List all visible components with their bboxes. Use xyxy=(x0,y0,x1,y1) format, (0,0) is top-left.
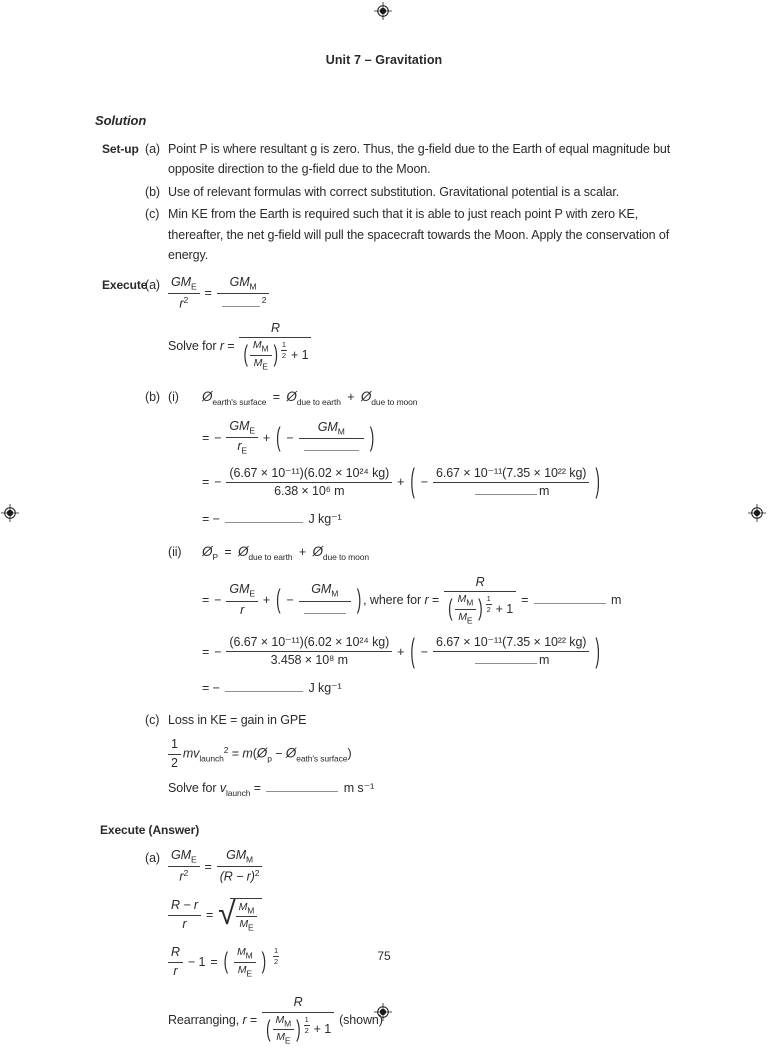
eq-answer-ratio-sqrt xyxy=(168,894,710,933)
sub-M: M xyxy=(337,426,345,437)
sub-M: M xyxy=(247,905,255,915)
var-M: M xyxy=(237,963,247,976)
page-content xyxy=(95,111,710,1057)
sub-E: E xyxy=(190,281,197,291)
sub-E: E xyxy=(190,854,197,865)
plus-sign: + xyxy=(262,430,271,445)
eq-potential-numeric-surface xyxy=(202,462,710,500)
eq-answer-field-equality xyxy=(168,848,710,885)
minus-sign: − xyxy=(420,475,428,490)
var-R: R xyxy=(171,944,180,959)
eq-kinetic-energy xyxy=(168,737,710,771)
phi-symbol: Ø xyxy=(360,388,372,404)
sub-due-to-earth: due to earth xyxy=(248,552,293,563)
phi-symbol: Ø xyxy=(285,745,297,761)
equals-sign: = xyxy=(202,593,210,607)
sub-launch: launch xyxy=(199,753,224,764)
var-R-minus-r: R − r xyxy=(171,898,198,913)
unit-m: m xyxy=(539,653,550,668)
fraction xyxy=(433,635,589,669)
execute-item-b-i xyxy=(95,387,710,535)
item-letter: (a) xyxy=(145,141,160,156)
paren-open: ( xyxy=(448,595,453,621)
sup-2: 2 xyxy=(223,744,229,755)
equals-sign: = xyxy=(272,389,280,404)
unit-ms: m s⁻¹ xyxy=(343,781,375,796)
sub-M: M xyxy=(246,854,254,865)
fraction xyxy=(262,995,334,1046)
eq-potential-p-numeric xyxy=(202,631,710,669)
sub: 2 xyxy=(274,956,279,966)
equals-sign: = xyxy=(202,681,210,695)
var-GM: GM xyxy=(317,420,338,434)
registration-mark-top xyxy=(374,2,392,20)
blank-answer xyxy=(225,512,303,523)
square-root xyxy=(218,894,262,933)
item-letter: (b) xyxy=(145,184,160,199)
sub-M: M xyxy=(284,1018,292,1029)
sub-due-to-earth: due to earth xyxy=(296,396,341,407)
sup: 1 xyxy=(304,1014,309,1024)
unit-jkg: J kg⁻¹ xyxy=(308,511,342,526)
equals-sign: = xyxy=(205,907,214,922)
paren-open: ( xyxy=(410,462,415,500)
sub-M: M xyxy=(249,281,257,291)
var-M: M xyxy=(239,918,248,931)
var-GM: GM xyxy=(171,274,191,289)
fraction xyxy=(226,582,258,618)
paren-close: ) xyxy=(273,341,278,367)
sub-M: M xyxy=(261,343,269,354)
sup: 1 xyxy=(274,945,279,955)
fraction-half xyxy=(168,737,181,771)
var-GM: GM xyxy=(229,274,250,289)
rearranging-text xyxy=(168,1010,257,1031)
blank-field xyxy=(475,484,537,495)
numerator-earth-values: (6.67 × 10⁻¹¹)(6.02 × 10²⁴ kg) xyxy=(226,466,392,484)
eq-potential-p xyxy=(202,542,710,568)
item-letter: (a) xyxy=(145,851,160,866)
text: Rearranging, xyxy=(168,1013,240,1028)
fraction xyxy=(433,466,589,500)
paren-close: ) xyxy=(369,421,375,452)
fraction xyxy=(299,582,351,618)
var-r: r xyxy=(219,339,224,353)
sub-M: M xyxy=(466,597,474,608)
phi-symbol: Ø xyxy=(312,544,323,560)
equals-sign: = xyxy=(231,746,239,761)
eq-potential-surface xyxy=(202,387,710,413)
paren-open: ( xyxy=(223,947,228,974)
sub-E: E xyxy=(249,425,255,436)
plus-one: + 1 xyxy=(495,601,514,616)
sub-due-to-moon: due to moon xyxy=(322,552,370,563)
sqrt-symbol: √ xyxy=(218,894,236,931)
equals-sign: = xyxy=(210,954,218,969)
blank-field xyxy=(304,440,359,451)
minus-sign: − xyxy=(286,430,294,445)
var-r: r xyxy=(182,916,187,931)
var-R: R xyxy=(270,320,280,335)
sup-2: 2 xyxy=(261,294,267,305)
fraction xyxy=(226,466,392,500)
sup: 1 xyxy=(486,594,491,604)
eq-solve-for-r xyxy=(168,321,710,372)
sub-launch: launch xyxy=(225,788,251,799)
item-letter: (b) xyxy=(145,389,160,404)
paren-close: ) xyxy=(356,583,362,614)
c-content xyxy=(168,710,710,809)
paren-open: ( xyxy=(276,421,281,452)
chapter-header: Unit 7 – Gravitation xyxy=(325,53,443,67)
sup-2: 2 xyxy=(183,868,189,879)
setup-item-c xyxy=(95,204,710,266)
var-M: M xyxy=(238,900,248,913)
sub-E: E xyxy=(241,445,247,456)
fraction-mass-ratio xyxy=(250,339,272,371)
fraction xyxy=(168,275,200,312)
sub-eaths-surface: eath's surface xyxy=(296,753,348,764)
equals-sign: = xyxy=(204,859,212,874)
var-r: r xyxy=(242,1013,247,1028)
execute-item-b-ii xyxy=(95,542,710,703)
var-GM: GM xyxy=(229,419,250,434)
fraction xyxy=(444,575,516,626)
numerator-moon-values: 6.67 × 10⁻¹¹(7.35 × 10²² kg) xyxy=(433,466,589,484)
fraction xyxy=(168,848,200,885)
fraction xyxy=(239,321,311,372)
exponent-half xyxy=(486,594,492,615)
equals-sign: = xyxy=(521,593,529,607)
item-letter: (a) xyxy=(145,277,160,292)
minus-sign: − xyxy=(214,593,222,607)
denominator-earth-radius: 6.38 × 10⁶ m xyxy=(274,484,345,499)
setup-text-b: Use of relevant formulas with correct substitution. Gravitational potential is a scalar. xyxy=(168,184,620,199)
var-R-minus-r: (R − r) xyxy=(219,869,255,884)
sup-2: 2 xyxy=(183,294,189,305)
text: Solve for xyxy=(168,781,217,796)
registration-mark-right xyxy=(748,504,766,522)
minus-sign: − xyxy=(286,593,294,607)
paren-open: ( xyxy=(410,631,415,669)
minus-sign: − xyxy=(214,644,222,659)
var-r: r xyxy=(179,869,184,884)
fraction xyxy=(168,898,201,932)
var-R: R xyxy=(475,574,485,589)
setup-item-a xyxy=(95,139,710,180)
phi-symbol: Ø xyxy=(202,388,213,404)
sub-E: E xyxy=(249,588,255,599)
blank-answer xyxy=(534,593,606,604)
eq-potential-symbolic xyxy=(202,419,710,456)
paren-close: ) xyxy=(296,1015,301,1042)
unit-jkg: J kg⁻¹ xyxy=(308,681,342,695)
numerator-earth-values: (6.67 × 10⁻¹¹)(6.02 × 10²⁴ kg) xyxy=(226,635,392,653)
var-M: M xyxy=(458,611,467,624)
item-letter: (c) xyxy=(145,712,160,727)
var-M: M xyxy=(275,1013,285,1026)
b-ii-content xyxy=(202,542,710,703)
fraction-mass-ratio xyxy=(455,593,477,625)
eq-answer-potential-surface xyxy=(202,509,710,530)
sub: 2 xyxy=(281,351,286,361)
solve-for-r-text xyxy=(168,336,234,357)
var-GM: GM xyxy=(226,848,247,863)
exponent-half xyxy=(304,1015,310,1036)
sub-E: E xyxy=(466,615,473,626)
var-r: r xyxy=(173,963,178,978)
equals-sign: = xyxy=(253,781,261,796)
paren-close: ) xyxy=(261,947,267,974)
fraction xyxy=(217,848,263,885)
sup: 1 xyxy=(168,737,181,755)
exponent-half xyxy=(281,340,287,361)
sub-E: E xyxy=(247,922,254,933)
execute-label: Execute xyxy=(102,277,148,292)
plus-sign: + xyxy=(397,475,405,490)
setup-text-c: Min KE from the Earth is required such that it is able to just reach point P with zero KE, thereafter, the net g-field will pull the spacecraft towards the Moon. Apply the conservation of energy. xyxy=(168,207,670,262)
where-for-text xyxy=(363,590,439,611)
blank-field xyxy=(222,296,260,307)
minus-one: − 1 xyxy=(187,954,206,969)
var-r: r xyxy=(424,593,429,607)
var-R: R xyxy=(293,995,303,1010)
setup-label: Set-up xyxy=(102,141,139,156)
phi-symbol: Ø xyxy=(202,544,213,560)
equals-sign: = xyxy=(202,475,210,490)
execute-item-c xyxy=(95,710,710,809)
var-r: r xyxy=(237,439,242,454)
sub: 2 xyxy=(486,605,491,615)
plus-sign: + xyxy=(298,545,307,560)
minus-sign: − xyxy=(275,746,283,761)
equals-sign: = xyxy=(202,644,210,659)
eq-energy-statement: Loss in KE = gain in GPE xyxy=(168,712,307,727)
execute-answer-heading: Execute (Answer) xyxy=(100,822,200,837)
item-subletter: (ii) xyxy=(168,545,182,560)
var-M: M xyxy=(252,339,262,352)
fraction-mass-ratio xyxy=(236,901,258,933)
setup-item-b xyxy=(95,182,710,203)
var-M: M xyxy=(457,593,467,606)
page-number: 75 xyxy=(377,949,391,963)
var-mv: mv xyxy=(182,746,200,761)
paren-close: ) xyxy=(478,595,483,621)
sub-P: P xyxy=(212,552,218,563)
equals-sign: = xyxy=(202,511,210,526)
plus-one: + 1 xyxy=(313,1022,332,1037)
sub-E: E xyxy=(246,968,252,978)
setup-text-a: Point P is where resultant g is zero. Thus, the g-field due to the Earth of equal magnitude but opposite direction to the g-field due to the Moon. xyxy=(168,141,671,176)
numerator-moon-values: 6.67 × 10⁻¹¹(7.35 × 10²² kg) xyxy=(433,635,589,653)
eq-answer-potential-p xyxy=(202,678,710,699)
sub-earths-surface: earth's surface xyxy=(212,396,267,407)
fraction xyxy=(217,275,270,312)
sup: 1 xyxy=(281,340,286,350)
sub-M: M xyxy=(331,588,339,599)
shown-text: (shown) xyxy=(339,1013,383,1028)
phi-symbol: Ø xyxy=(256,745,268,761)
denominator-distance-p: 3.458 × 10⁸ m xyxy=(270,653,348,668)
plus-sign: + xyxy=(262,593,271,607)
eq-answer-rearranged xyxy=(168,995,710,1046)
var-M: M xyxy=(276,1031,285,1044)
fraction xyxy=(226,419,258,456)
minus-sign: − xyxy=(212,681,220,695)
eq-solve-vlaunch xyxy=(168,778,710,804)
paren-close: ) xyxy=(347,746,352,761)
paren-close: ) xyxy=(595,462,600,500)
plus-sign: + xyxy=(347,389,355,404)
execute-a-content xyxy=(168,275,710,381)
eq-gfield-equality xyxy=(168,275,710,312)
var-r: r xyxy=(240,602,245,617)
registration-mark-left xyxy=(1,504,19,522)
plus-one: + 1 xyxy=(291,347,309,362)
equals-sign: = xyxy=(431,593,440,607)
sub: 2 xyxy=(171,755,178,770)
item-subletter: (i) xyxy=(168,389,179,404)
blank-distance xyxy=(521,590,621,611)
unit-m: m xyxy=(611,593,622,607)
plus-sign: + xyxy=(397,644,405,659)
unit-m: m xyxy=(539,484,550,499)
var-r: r xyxy=(179,296,184,311)
sub-p: p xyxy=(267,753,272,764)
blank-field xyxy=(304,603,346,614)
solution-heading: Solution xyxy=(95,113,147,128)
var-GM: GM xyxy=(311,582,332,597)
sub-due-to-moon: due to moon xyxy=(371,396,418,407)
sub-E: E xyxy=(262,361,268,372)
execute-item-a xyxy=(95,275,710,381)
paren-open: ( xyxy=(276,583,281,614)
sup-2: 2 xyxy=(254,868,260,879)
paren-open: ( xyxy=(266,1015,271,1042)
equals-sign: = xyxy=(202,430,210,445)
fraction xyxy=(299,420,364,456)
phi-symbol: Ø xyxy=(237,544,249,560)
var-v: v xyxy=(219,781,226,796)
blank-answer xyxy=(225,681,303,692)
phi-symbol: Ø xyxy=(286,388,297,404)
equals-sign: = xyxy=(249,1013,258,1028)
var-GM: GM xyxy=(229,582,250,597)
var-M: M xyxy=(253,357,263,370)
blank-answer xyxy=(266,781,338,792)
b-i-content xyxy=(202,387,710,535)
equals-sign: = xyxy=(227,339,235,353)
paren-close: ) xyxy=(595,631,600,669)
minus-sign: − xyxy=(214,475,222,490)
var-m: m xyxy=(242,746,253,761)
item-letter: (c) xyxy=(145,207,160,221)
minus-sign: − xyxy=(214,430,222,445)
paren-open: ( xyxy=(252,746,257,761)
sub-M: M xyxy=(245,950,253,961)
minus-sign: − xyxy=(420,644,428,659)
energy-equation-body xyxy=(183,740,352,769)
var-GM: GM xyxy=(171,848,191,863)
sub: 2 xyxy=(304,1025,309,1035)
blank-field xyxy=(475,653,537,664)
equals-sign: = xyxy=(224,545,232,560)
text: Solve for xyxy=(168,339,217,353)
paren-open: ( xyxy=(243,341,248,367)
equals-sign: = xyxy=(204,285,212,300)
var-M: M xyxy=(236,945,246,958)
text: , where for xyxy=(363,593,422,607)
minus-sign: − xyxy=(212,511,220,526)
fraction xyxy=(226,635,392,669)
eq-potential-p-symbolic xyxy=(202,575,710,626)
sub-E: E xyxy=(284,1035,291,1046)
